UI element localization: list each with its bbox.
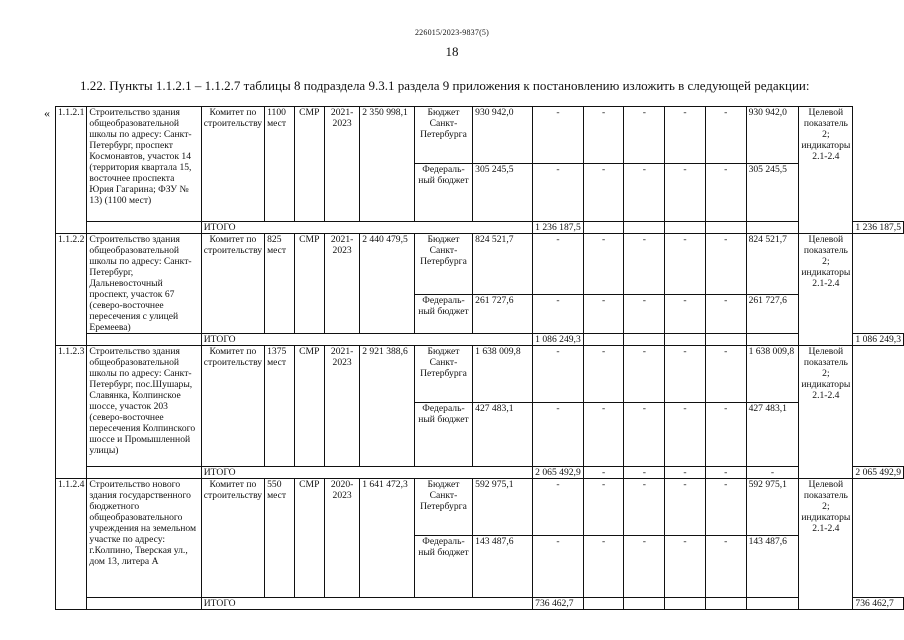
amount: 261 727,6 xyxy=(473,294,533,333)
funding-source: Бюджет Санкт-Петербурга xyxy=(414,107,472,164)
empty-year-cell: - xyxy=(705,346,746,403)
item-number: 1.1.2.4 xyxy=(56,479,87,610)
empty-year-cell: - xyxy=(533,234,584,295)
funding-source: Бюджет Санкт-Петербурга xyxy=(414,479,472,536)
empty-year-cell: - xyxy=(705,294,746,333)
item-name: Строительство здания общеобразовательной школы по адресу: Санкт-Петербург, проспект Космонавтов, участок 14 (территория квартала 15, восточнее проспекта Юрия Гагарина; ФЗУ № 13) (1100 мест) xyxy=(87,107,201,222)
empty-year-cell: - xyxy=(533,479,584,536)
empty-year-cell xyxy=(665,334,706,346)
empty-year-cell: - xyxy=(705,536,746,598)
row-total: 1 638 009,8 xyxy=(746,346,799,403)
empty-year-cell: - xyxy=(533,346,584,403)
empty-year-cell xyxy=(583,334,624,346)
indicator: Целевой показатель 2; индикаторы 2.1-2.4 xyxy=(799,234,853,346)
indicator: Целевой показатель 2; индикаторы 2.1-2.4 xyxy=(799,479,853,610)
customer: Комитет по строительству xyxy=(201,234,264,334)
empty-year-cell: - xyxy=(665,479,706,536)
empty-year-cell xyxy=(665,222,706,234)
row-total: 261 727,6 xyxy=(746,294,799,333)
funding-source: Федераль-ный бюджет xyxy=(414,164,472,222)
empty-year-cell: - xyxy=(583,467,624,479)
customer: Комитет по строительству xyxy=(201,479,264,598)
row-total: 930 942,0 xyxy=(746,107,799,164)
funding-source: Бюджет Санкт-Петербурга xyxy=(414,346,472,403)
document-number: 226015/2023-9837(5) xyxy=(414,28,489,37)
total-cost: 2 921 388,6 xyxy=(360,346,415,467)
itogo-row xyxy=(56,598,904,610)
empty-year-cell: - xyxy=(665,403,706,467)
row-total: 427 483,1 xyxy=(746,403,799,467)
period: 2021-2023 xyxy=(325,346,360,467)
total-cost: 1 641 472,3 xyxy=(360,479,415,598)
funding-source: Бюджет Санкт-Петербурга xyxy=(414,234,472,295)
amount: 427 483,1 xyxy=(473,403,533,467)
empty-year-cell xyxy=(624,222,665,234)
itogo-row xyxy=(56,334,904,346)
table-row xyxy=(56,346,904,403)
indicator: Целевой показатель 2; индикаторы 2.1-2.4 xyxy=(799,346,853,479)
itogo-total: 736 462,7 xyxy=(853,598,904,610)
itogo-total: 1 236 187,5 xyxy=(853,222,904,234)
customer: Комитет по строительству xyxy=(201,107,264,222)
empty-year-cell: - xyxy=(624,164,665,222)
empty-year-cell: - xyxy=(665,346,706,403)
empty-year-cell xyxy=(705,334,746,346)
itogo-empty-cell xyxy=(87,467,201,479)
row-total: 143 487,6 xyxy=(746,536,799,598)
amount: 305 245,5 xyxy=(473,164,533,222)
itogo-empty-cell xyxy=(87,598,201,610)
empty-year-cell: - xyxy=(583,234,624,295)
item-number: 1.1.2.1 xyxy=(56,107,87,234)
empty-year-cell xyxy=(746,334,799,346)
empty-year-cell: - xyxy=(665,467,706,479)
itogo-amount: 1 086 249,3 xyxy=(533,334,584,346)
itogo-total: 2 065 492,9 xyxy=(853,467,904,479)
work-type: СМР xyxy=(294,346,324,467)
item-name: Строительство здания общеобразовательной школы по адресу: Санкт-Петербург, Дальневосточный проспект, участок 67 (северо-восточнее пересечения с улицей Еремеева) xyxy=(87,234,201,334)
funding-source: Федераль-ный бюджет xyxy=(414,294,472,333)
total-cost: 2 440 479,5 xyxy=(360,234,415,334)
amount: 143 487,6 xyxy=(473,536,533,598)
item-name: Строительство здания общеобразовательной школы по адресу: Санкт-Петербург, пос.Шушары, Славянка, Колпинское шоссе, участок 203 (северо-восточнее пересечения Колпинского шоссе и Промышленной улицы) xyxy=(87,346,201,467)
empty-year-cell: - xyxy=(665,294,706,333)
row-total: 305 245,5 xyxy=(746,164,799,222)
indicator: Целевой показатель 2; индикаторы 2.1-2.4 xyxy=(799,107,853,234)
page-number: 18 xyxy=(445,44,459,59)
empty-year-cell: - xyxy=(533,536,584,598)
amount: 824 521,7 xyxy=(473,234,533,295)
amount: 1 638 009,8 xyxy=(473,346,533,403)
empty-year-cell: - xyxy=(624,234,665,295)
opening-quote-mark: « xyxy=(44,106,50,120)
empty-year-cell xyxy=(746,222,799,234)
funding-source: Федераль-ный бюджет xyxy=(414,403,472,467)
empty-year-cell: - xyxy=(624,403,665,467)
empty-year-cell: - xyxy=(705,479,746,536)
empty-year-cell: - xyxy=(705,467,746,479)
itogo-row xyxy=(56,467,904,479)
itogo-empty-cell xyxy=(87,334,201,346)
empty-year-cell: - xyxy=(705,164,746,222)
capacity: 1100 мест xyxy=(265,107,294,222)
itogo-label: ИТОГО xyxy=(201,334,532,346)
program-table xyxy=(55,106,904,610)
empty-year-cell: - xyxy=(624,294,665,333)
empty-year-cell: - xyxy=(583,346,624,403)
itogo-empty-cell xyxy=(87,222,201,234)
period: 2021-2023 xyxy=(325,107,360,222)
empty-year-cell: - xyxy=(583,479,624,536)
empty-year-cell: - xyxy=(665,107,706,164)
capacity: 825 мест xyxy=(265,234,294,334)
itogo-label: ИТОГО xyxy=(201,222,532,234)
empty-year-cell xyxy=(705,222,746,234)
empty-year-cell: - xyxy=(583,536,624,598)
empty-year-cell: - xyxy=(624,346,665,403)
empty-year-cell: - xyxy=(583,294,624,333)
empty-year-cell xyxy=(624,334,665,346)
empty-year-cell: - xyxy=(705,403,746,467)
empty-year-cell: - xyxy=(583,107,624,164)
itogo-amount: 2 065 492,9 xyxy=(533,467,584,479)
itogo-label: ИТОГО xyxy=(201,598,532,610)
work-type: СМР xyxy=(294,234,324,334)
item-number: 1.1.2.2 xyxy=(56,234,87,346)
capacity: 550 мест xyxy=(265,479,294,598)
empty-year-cell: - xyxy=(705,107,746,164)
amount: 930 942,0 xyxy=(473,107,533,164)
item-number: 1.1.2.3 xyxy=(56,346,87,479)
customer: Комитет по строительству xyxy=(201,346,264,467)
empty-year-cell: - xyxy=(624,536,665,598)
work-type: СМР xyxy=(294,479,324,598)
empty-year-cell xyxy=(746,598,799,610)
empty-year-cell: - xyxy=(665,536,706,598)
itogo-amount: 736 462,7 xyxy=(533,598,584,610)
empty-year-cell: - xyxy=(533,164,584,222)
period: 2021-2023 xyxy=(325,234,360,334)
itogo-amount: 1 236 187,5 xyxy=(533,222,584,234)
item-name: Строительство нового здания государственного бюджетного общеобразовательного учреждения на земельном участке по адресу: г.Колпино, Тверская ул., дом 13, литера А xyxy=(87,479,201,598)
empty-year-cell: - xyxy=(583,164,624,222)
intro-paragraph: 1.22. Пункты 1.1.2.1 – 1.1.2.7 таблицы 8 подраздела 9.3.1 раздела 9 приложения к постановлению изложить в следующей редакции: xyxy=(80,78,810,93)
empty-year-cell: - xyxy=(583,403,624,467)
empty-year-cell xyxy=(665,598,706,610)
empty-year-cell: - xyxy=(624,467,665,479)
funding-source: Федераль-ный бюджет xyxy=(414,536,472,598)
empty-year-cell: - xyxy=(533,403,584,467)
itogo-total: 1 086 249,3 xyxy=(853,334,904,346)
total-cost: 2 350 998,1 xyxy=(360,107,415,222)
empty-year-cell xyxy=(583,222,624,234)
empty-year-cell xyxy=(705,598,746,610)
empty-year-cell: - xyxy=(665,234,706,295)
amount: 592 975,1 xyxy=(473,479,533,536)
empty-year-cell: - xyxy=(665,164,706,222)
empty-year-cell xyxy=(624,598,665,610)
table-row xyxy=(56,234,904,295)
empty-year-cell: - xyxy=(624,107,665,164)
capacity: 1375 мест xyxy=(265,346,294,467)
work-type: СМР xyxy=(294,107,324,222)
empty-year-cell: - xyxy=(705,234,746,295)
table-row xyxy=(56,107,904,164)
empty-year-cell xyxy=(583,598,624,610)
empty-year-cell: - xyxy=(533,107,584,164)
empty-year-cell: - xyxy=(746,467,799,479)
period: 2020-2023 xyxy=(325,479,360,598)
row-total: 592 975,1 xyxy=(746,479,799,536)
row-total: 824 521,7 xyxy=(746,234,799,295)
itogo-row xyxy=(56,222,904,234)
table-row xyxy=(56,479,904,536)
itogo-label: ИТОГО xyxy=(201,467,532,479)
empty-year-cell: - xyxy=(533,294,584,333)
empty-year-cell: - xyxy=(624,479,665,536)
